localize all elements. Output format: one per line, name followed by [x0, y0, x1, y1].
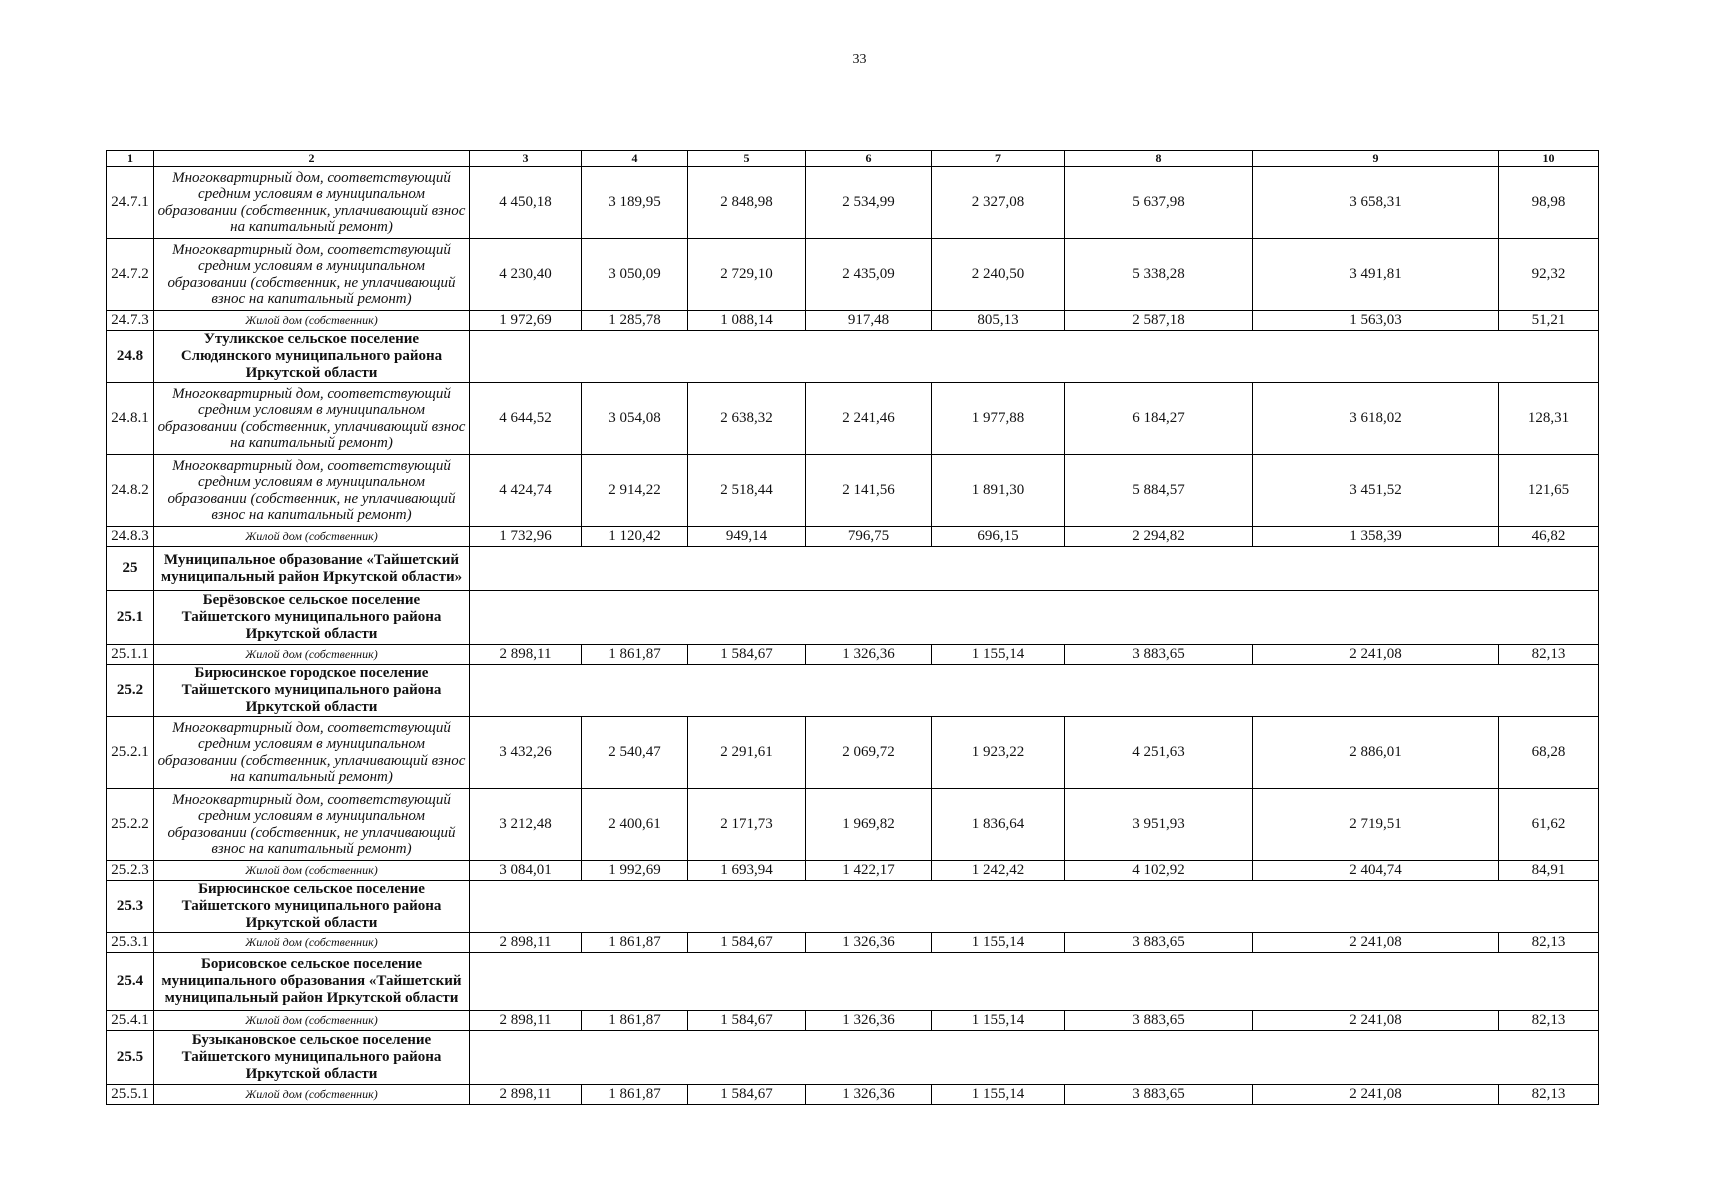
- value-cell: 46,82: [1499, 527, 1599, 547]
- row-number: 25.3.1: [107, 933, 154, 953]
- value-cell: 1 923,22: [932, 717, 1065, 789]
- value-cell: 2 534,99: [806, 167, 932, 239]
- section-empty-cell: [470, 547, 1599, 591]
- value-cell: 2 241,46: [806, 383, 932, 455]
- section-title: Берёзовское сельское поселение Тайшетского муниципального района Иркутской области: [154, 591, 470, 645]
- row-number: 25.2.1: [107, 717, 154, 789]
- row-description: Многоквартирный дом, соответствующий средним условиям в муниципальном образовании (собственник, не уплачивающий взнос на капитальный ремонт): [154, 789, 470, 861]
- row-description: Многоквартирный дом, соответствующий средним условиям в муниципальном образовании (собственник, уплачивающий взнос на капитальный ремонт): [154, 717, 470, 789]
- value-cell: 4 230,40: [470, 239, 582, 311]
- row-description: Многоквартирный дом, соответствующий средним условиям в муниципальном образовании (собственник, не уплачивающий взнос на капитальный ремонт): [154, 239, 470, 311]
- row-number: 24.8.2: [107, 455, 154, 527]
- value-cell: 5 884,57: [1065, 455, 1253, 527]
- value-cell: 2 241,08: [1253, 645, 1499, 665]
- section-title: Утуликское сельское поселение Слюдянского муниципального района Иркутской области: [154, 331, 470, 383]
- value-cell: 2 291,61: [688, 717, 806, 789]
- value-cell: 82,13: [1499, 1085, 1599, 1105]
- section-empty-cell: [470, 665, 1599, 717]
- value-cell: 1 584,67: [688, 645, 806, 665]
- column-header: 8: [1065, 151, 1253, 167]
- value-cell: 3 883,65: [1065, 933, 1253, 953]
- value-cell: 2 069,72: [806, 717, 932, 789]
- row-description: Жилой дом (собственник): [154, 1011, 470, 1031]
- value-cell: 3 054,08: [582, 383, 688, 455]
- value-cell: 2 638,32: [688, 383, 806, 455]
- section-row: [107, 591, 1599, 645]
- value-cell: 68,28: [1499, 717, 1599, 789]
- value-cell: 128,31: [1499, 383, 1599, 455]
- section-row: [107, 665, 1599, 717]
- table-row: [107, 167, 1599, 239]
- value-cell: 1 861,87: [582, 1011, 688, 1031]
- value-cell: 2 240,50: [932, 239, 1065, 311]
- section-row: [107, 547, 1599, 591]
- section-empty-cell: [470, 881, 1599, 933]
- row-number: 25.5.1: [107, 1085, 154, 1105]
- row-number: 24.7.1: [107, 167, 154, 239]
- section-title: Бирюсинское городское поселение Тайшетского муниципального района Иркутской области: [154, 665, 470, 717]
- value-cell: 1 088,14: [688, 311, 806, 331]
- value-cell: 1 155,14: [932, 1011, 1065, 1031]
- value-cell: 1 992,69: [582, 861, 688, 881]
- value-cell: 2 241,08: [1253, 1085, 1499, 1105]
- value-cell: 696,15: [932, 527, 1065, 547]
- value-cell: 2 898,11: [470, 1011, 582, 1031]
- value-cell: 2 294,82: [1065, 527, 1253, 547]
- value-cell: 1 326,36: [806, 1085, 932, 1105]
- table-row: [107, 1085, 1599, 1105]
- value-cell: 92,32: [1499, 239, 1599, 311]
- value-cell: 3 491,81: [1253, 239, 1499, 311]
- value-cell: 3 432,26: [470, 717, 582, 789]
- value-cell: 1 326,36: [806, 1011, 932, 1031]
- column-header-row: [107, 151, 1599, 167]
- row-number: 24.8.1: [107, 383, 154, 455]
- row-number: 25.2.2: [107, 789, 154, 861]
- value-cell: 3 084,01: [470, 861, 582, 881]
- section-row: [107, 881, 1599, 933]
- value-cell: 1 836,64: [932, 789, 1065, 861]
- value-cell: 51,21: [1499, 311, 1599, 331]
- row-number: 24.7.3: [107, 311, 154, 331]
- value-cell: 1 326,36: [806, 645, 932, 665]
- value-cell: 6 184,27: [1065, 383, 1253, 455]
- row-description: Многоквартирный дом, соответствующий средним условиям в муниципальном образовании (собственник, уплачивающий взнос на капитальный ремонт): [154, 167, 470, 239]
- value-cell: 98,98: [1499, 167, 1599, 239]
- table-row: [107, 311, 1599, 331]
- value-cell: 82,13: [1499, 645, 1599, 665]
- value-cell: 917,48: [806, 311, 932, 331]
- value-cell: 1 584,67: [688, 1011, 806, 1031]
- value-cell: 5 637,98: [1065, 167, 1253, 239]
- column-header: 1: [107, 151, 154, 167]
- value-cell: 2 886,01: [1253, 717, 1499, 789]
- value-cell: 1 242,42: [932, 861, 1065, 881]
- value-cell: 2 898,11: [470, 933, 582, 953]
- value-cell: 3 189,95: [582, 167, 688, 239]
- value-cell: 2 435,09: [806, 239, 932, 311]
- value-cell: 82,13: [1499, 1011, 1599, 1031]
- table-row: [107, 861, 1599, 881]
- value-cell: 4 251,63: [1065, 717, 1253, 789]
- value-cell: 1 155,14: [932, 1085, 1065, 1105]
- value-cell: 2 400,61: [582, 789, 688, 861]
- column-header: 5: [688, 151, 806, 167]
- value-cell: 82,13: [1499, 933, 1599, 953]
- table-row: [107, 933, 1599, 953]
- row-description: Жилой дом (собственник): [154, 933, 470, 953]
- value-cell: 1 732,96: [470, 527, 582, 547]
- row-description: Многоквартирный дом, соответствующий средним условиям в муниципальном образовании (собственник, уплачивающий взнос на капитальный ремонт): [154, 383, 470, 455]
- column-header: 6: [806, 151, 932, 167]
- value-cell: 3 883,65: [1065, 1085, 1253, 1105]
- value-cell: 1 584,67: [688, 1085, 806, 1105]
- value-cell: 2 141,56: [806, 455, 932, 527]
- value-cell: 4 424,74: [470, 455, 582, 527]
- value-cell: 3 951,93: [1065, 789, 1253, 861]
- value-cell: 1 155,14: [932, 645, 1065, 665]
- row-description: Жилой дом (собственник): [154, 527, 470, 547]
- value-cell: 3 618,02: [1253, 383, 1499, 455]
- value-cell: 4 644,52: [470, 383, 582, 455]
- value-cell: 5 338,28: [1065, 239, 1253, 311]
- value-cell: 1 977,88: [932, 383, 1065, 455]
- section-empty-cell: [470, 1031, 1599, 1085]
- value-cell: 1 861,87: [582, 933, 688, 953]
- section-title: Бузыкановское сельское поселение Тайшетского муниципального района Иркутской области: [154, 1031, 470, 1085]
- section-empty-cell: [470, 591, 1599, 645]
- value-cell: 1 422,17: [806, 861, 932, 881]
- value-cell: 1 584,67: [688, 933, 806, 953]
- value-cell: 2 729,10: [688, 239, 806, 311]
- value-cell: 3 883,65: [1065, 1011, 1253, 1031]
- table-row: [107, 527, 1599, 547]
- value-cell: 1 326,36: [806, 933, 932, 953]
- value-cell: 1 358,39: [1253, 527, 1499, 547]
- section-number: 25.3: [107, 881, 154, 933]
- section-number: 25.5: [107, 1031, 154, 1085]
- value-cell: 1 120,42: [582, 527, 688, 547]
- value-cell: 2 241,08: [1253, 1011, 1499, 1031]
- section-title: Муниципальное образование «Тайшетский муниципальный район Иркутской области»: [154, 547, 470, 591]
- value-cell: 61,62: [1499, 789, 1599, 861]
- row-number: 24.7.2: [107, 239, 154, 311]
- section-number: 25.2: [107, 665, 154, 717]
- value-cell: 3 212,48: [470, 789, 582, 861]
- value-cell: 2 518,44: [688, 455, 806, 527]
- value-cell: 1 891,30: [932, 455, 1065, 527]
- value-cell: 121,65: [1499, 455, 1599, 527]
- value-cell: 2 848,98: [688, 167, 806, 239]
- row-description: Многоквартирный дом, соответствующий средним условиям в муниципальном образовании (собственник, не уплачивающий взнос на капитальный ремонт): [154, 455, 470, 527]
- row-number: 25.2.3: [107, 861, 154, 881]
- value-cell: 2 587,18: [1065, 311, 1253, 331]
- section-number: 25: [107, 547, 154, 591]
- section-empty-cell: [470, 953, 1599, 1011]
- section-title: Бирюсинское сельское поселение Тайшетского муниципального района Иркутской области: [154, 881, 470, 933]
- value-cell: 1 972,69: [470, 311, 582, 331]
- row-description: Жилой дом (собственник): [154, 861, 470, 881]
- section-number: 24.8: [107, 331, 154, 383]
- value-cell: 84,91: [1499, 861, 1599, 881]
- column-header: 3: [470, 151, 582, 167]
- table-row: [107, 789, 1599, 861]
- row-number: 25.1.1: [107, 645, 154, 665]
- table-row: [107, 383, 1599, 455]
- value-cell: 2 327,08: [932, 167, 1065, 239]
- value-cell: 3 883,65: [1065, 645, 1253, 665]
- row-number: 24.8.3: [107, 527, 154, 547]
- value-cell: 1 155,14: [932, 933, 1065, 953]
- section-empty-cell: [470, 331, 1599, 383]
- value-cell: 1 285,78: [582, 311, 688, 331]
- value-cell: 1 693,94: [688, 861, 806, 881]
- value-cell: 2 898,11: [470, 645, 582, 665]
- column-header: 4: [582, 151, 688, 167]
- value-cell: 805,13: [932, 311, 1065, 331]
- section-row: [107, 1031, 1599, 1085]
- row-description: Жилой дом (собственник): [154, 311, 470, 331]
- table-body: [107, 151, 1599, 1105]
- value-cell: 1 969,82: [806, 789, 932, 861]
- value-cell: 2 241,08: [1253, 933, 1499, 953]
- value-cell: 2 171,73: [688, 789, 806, 861]
- column-header: 9: [1253, 151, 1499, 167]
- column-header: 2: [154, 151, 470, 167]
- value-cell: 2 404,74: [1253, 861, 1499, 881]
- section-number: 25.4: [107, 953, 154, 1011]
- value-cell: 2 540,47: [582, 717, 688, 789]
- value-cell: 2 898,11: [470, 1085, 582, 1105]
- section-title: Борисовское сельское поселение муниципального образования «Тайшетский муниципальный район Иркутской области: [154, 953, 470, 1011]
- value-cell: 3 050,09: [582, 239, 688, 311]
- row-description: Жилой дом (собственник): [154, 645, 470, 665]
- row-number: 25.4.1: [107, 1011, 154, 1031]
- value-cell: 949,14: [688, 527, 806, 547]
- section-number: 25.1: [107, 591, 154, 645]
- value-cell: 3 658,31: [1253, 167, 1499, 239]
- table-row: [107, 717, 1599, 789]
- section-row: [107, 953, 1599, 1011]
- value-cell: 2 719,51: [1253, 789, 1499, 861]
- tariff-table: [106, 150, 1599, 1105]
- value-cell: 1 861,87: [582, 1085, 688, 1105]
- value-cell: 1 563,03: [1253, 311, 1499, 331]
- section-row: [107, 331, 1599, 383]
- table-row: [107, 645, 1599, 665]
- column-header: 7: [932, 151, 1065, 167]
- table-row: [107, 455, 1599, 527]
- value-cell: 4 450,18: [470, 167, 582, 239]
- table-row: [107, 239, 1599, 311]
- value-cell: 796,75: [806, 527, 932, 547]
- value-cell: 2 914,22: [582, 455, 688, 527]
- page-number: 33: [852, 52, 867, 67]
- row-description: Жилой дом (собственник): [154, 1085, 470, 1105]
- value-cell: 3 451,52: [1253, 455, 1499, 527]
- column-header: 10: [1499, 151, 1599, 167]
- value-cell: 1 861,87: [582, 645, 688, 665]
- table-row: [107, 1011, 1599, 1031]
- value-cell: 4 102,92: [1065, 861, 1253, 881]
